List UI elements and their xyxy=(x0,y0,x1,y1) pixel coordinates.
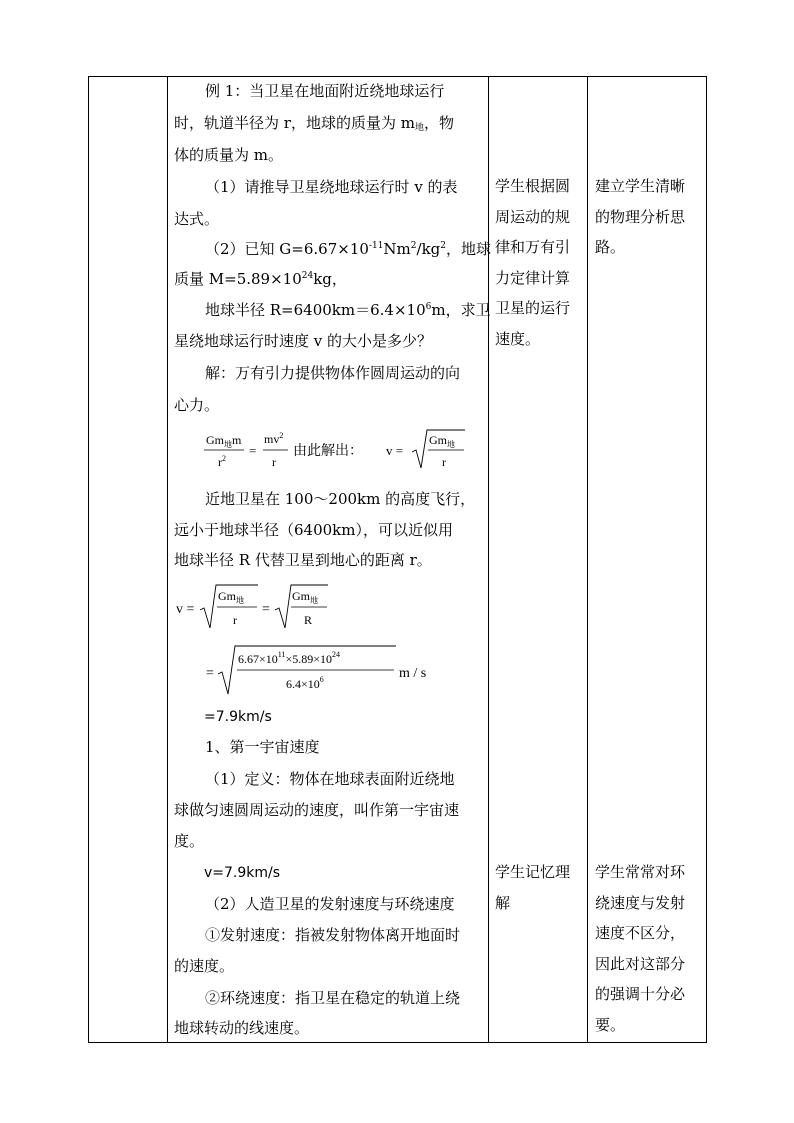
near-earth-line-1: 近地卫星在 100～200km 的高度飞行， xyxy=(205,490,476,508)
equation-numeric-calculation xyxy=(204,644,444,696)
near-earth-line-3: 地球半径 R 代替卫星到地心的距离 r。 xyxy=(174,551,432,569)
eq1-sqrt-denominator: r xyxy=(442,455,446,469)
question-2-line-3: 地球半径 $R=6400km=6.4\times 10^6m$，求卫 xyxy=(205,301,491,319)
eq3-equals: = xyxy=(206,666,214,681)
result-value: =7.9km/s xyxy=(204,709,272,725)
student-activity-line: 学生记忆理 xyxy=(495,863,571,881)
question-1-line-2: 达式。 xyxy=(174,210,220,228)
question-2-line-1: （2）已知 $G=6.67\times 10^{-11}Nm^2/kg^2$，地球 xyxy=(205,240,492,258)
column-divider-2 xyxy=(488,76,489,1043)
design-intent-line: 的强调十分必 xyxy=(595,985,686,1003)
example-line-3: 体的质量为 m。 xyxy=(174,146,283,164)
table-right-border xyxy=(706,76,707,1043)
eq1-lhs-numerator: $Gm_地m$ xyxy=(206,433,242,449)
solution-line-2: 心力。 xyxy=(174,396,220,414)
design-intent-line: 路。 xyxy=(595,238,626,256)
question-2-line-2: 质量 $M=5.89\times 10^{24}kg$， xyxy=(174,270,347,288)
design-intent-line: 绕速度与发射 xyxy=(595,893,686,912)
student-activity-line: 卫星的运行 xyxy=(495,299,571,317)
design-intent-line: 速度不区分， xyxy=(595,924,686,942)
definition-line-3: 度。 xyxy=(174,832,205,850)
question-1-line-1: （1）请推导卫星绕地球运行时 v 的表 xyxy=(205,178,458,196)
eq1-v-label: v = xyxy=(386,443,404,458)
eq2-b-numerator: $Gm_地$ xyxy=(292,589,318,605)
equation-gravity-centripetal xyxy=(200,428,480,474)
orbit-speed-line-2: 地球转动的线速度。 xyxy=(174,1019,310,1037)
eq1-equals: = xyxy=(249,443,257,458)
example-line-2: 时，轨道半径为 r，地球的质量为 $m_地$，物 xyxy=(174,114,454,133)
eq3-unit: m / s xyxy=(399,666,427,681)
design-intent-block-2 xyxy=(595,857,685,1040)
first-cosmic-velocity-heading: 1、第一宇宙速度 xyxy=(205,738,320,756)
solution-line-1: 解：万有引力提供物体作圆周运动的向 xyxy=(205,364,461,382)
student-activity-block-2 xyxy=(495,857,570,918)
student-activity-block-1 xyxy=(495,171,570,354)
near-earth-line-2: 远小于地球半径（6400km），可以近似用 xyxy=(174,521,453,539)
definition-line-1: （1）定义：物体在地球表面附近绕地 xyxy=(205,770,455,788)
student-activity-line: 力定律计算 xyxy=(495,268,571,287)
eq1-sqrt-numerator: $Gm_地$ xyxy=(429,433,455,449)
column-divider-1 xyxy=(167,76,168,1043)
eq2-a-denominator: r xyxy=(233,613,237,627)
eq2-a-numerator: $Gm_地$ xyxy=(218,589,244,605)
eq1-rhs-numerator: $mv^2$ xyxy=(264,431,284,446)
eq3-denominator: $6.4\times 10^6$ xyxy=(286,675,324,691)
design-intent-line: 建立学生清晰 xyxy=(595,177,686,195)
student-activity-line: 速度。 xyxy=(495,329,541,348)
launch-speed-line-1: ①发射速度：指被发射物体离开地面时 xyxy=(205,926,461,944)
student-activity-line: 解 xyxy=(495,893,511,912)
example-line-1: 例 1：当卫星在地面附近绕地球运行 xyxy=(205,82,445,100)
eq2-v-label: v = xyxy=(176,602,195,617)
launch-orbit-heading: （2）人造卫星的发射速度与环绕速度 xyxy=(205,895,455,913)
design-intent-block-1 xyxy=(595,171,685,263)
design-intent-line: 因此对这部分 xyxy=(595,954,686,973)
student-activity-line: 律和万有引 xyxy=(495,238,571,256)
equation-velocity-substitution xyxy=(174,582,344,632)
question-2-line-4: 星绕地球运行时速度 v 的大小是多少？ xyxy=(174,332,433,350)
eq2-b-denominator: R xyxy=(304,613,313,627)
velocity-value: v=7.9km/s xyxy=(204,865,281,881)
design-intent-line: 的物理分析思 xyxy=(595,207,686,226)
student-activity-line: 周运动的规 xyxy=(495,207,571,226)
eq1-solve-text: 由此解出： xyxy=(293,444,363,459)
student-activity-line: 学生根据圆 xyxy=(495,177,571,195)
eq1-lhs-denominator: $r^2$ xyxy=(218,454,226,469)
launch-speed-line-2: 的速度。 xyxy=(174,957,235,975)
definition-line-2: 球做匀速圆周运动的速度，叫作第一宇宙速 xyxy=(174,801,460,819)
design-intent-line: 要。 xyxy=(595,1015,626,1034)
eq3-numerator: $6.67\times 10^{11}\times 5.89\times 10^{24}$ xyxy=(238,650,341,666)
table-left-border xyxy=(88,76,89,1043)
eq2-equals: = xyxy=(262,602,270,617)
eq1-rhs-denominator: r xyxy=(272,455,276,469)
column-divider-3 xyxy=(587,76,588,1043)
orbit-speed-line-1: ②环绕速度：指卫星在稳定的轨道上绕 xyxy=(205,989,461,1007)
design-intent-line: 学生常常对环 xyxy=(595,863,686,881)
